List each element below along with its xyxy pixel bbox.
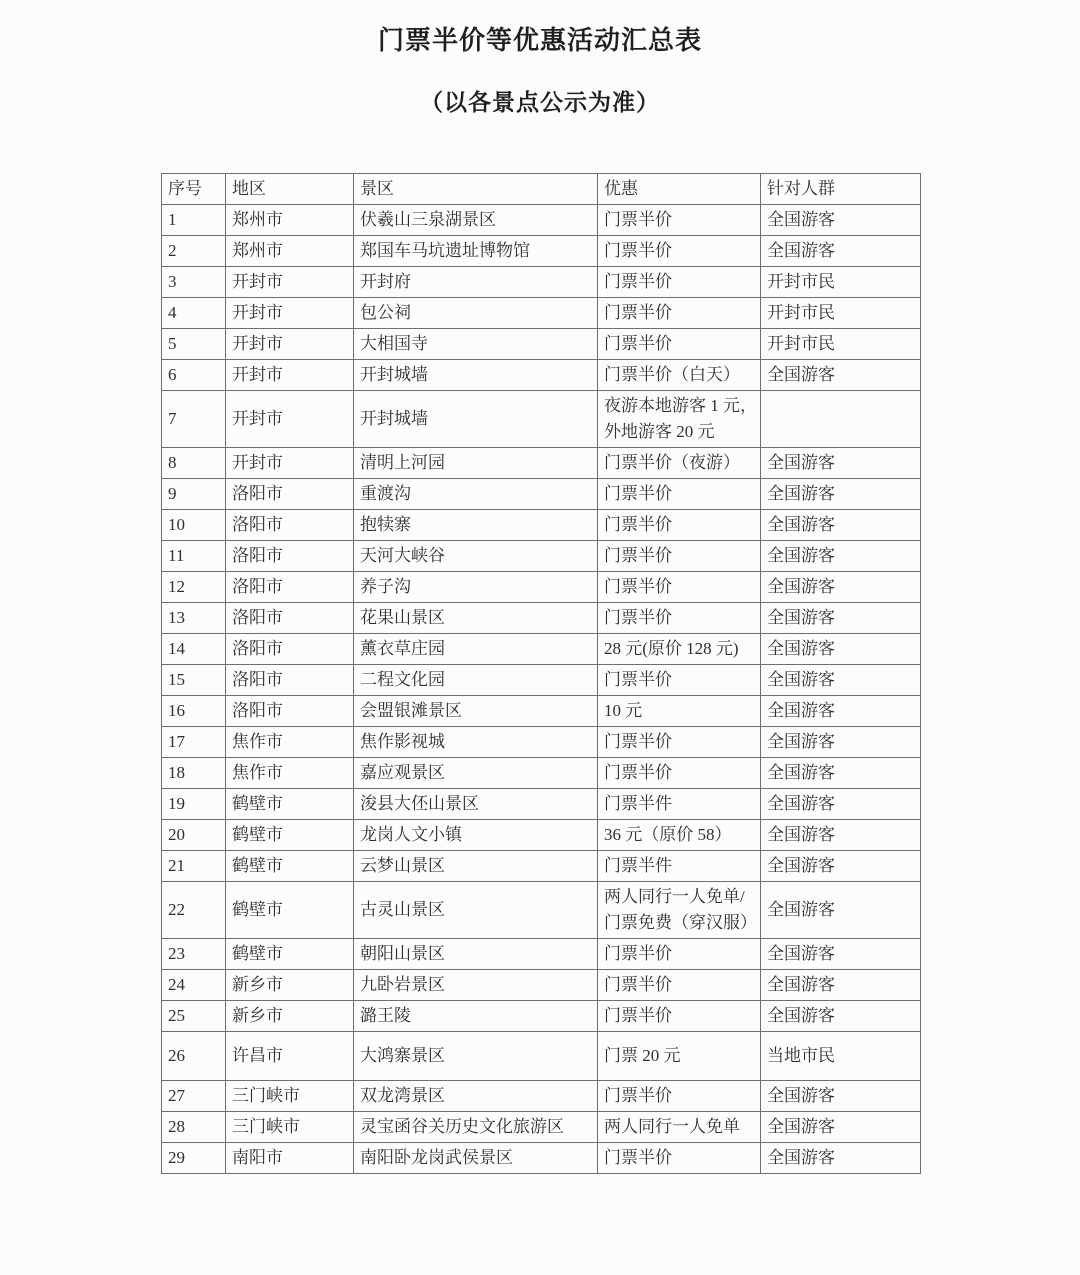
cell-spot: 会盟银滩景区: [354, 696, 598, 727]
cell-region: 新乡市: [226, 970, 354, 1001]
cell-discount: 门票 20 元: [598, 1032, 761, 1081]
cell-index: 16: [162, 696, 226, 727]
cell-spot: 开封城墙: [354, 391, 598, 448]
cell-index: 5: [162, 329, 226, 360]
cell-audience: 全国游客: [761, 1081, 921, 1112]
cell-discount: 门票半价（白天）: [598, 360, 761, 391]
cell-discount: 门票半价: [598, 1081, 761, 1112]
cell-discount: 两人同行一人免单: [598, 1112, 761, 1143]
cell-audience: 开封市民: [761, 267, 921, 298]
cell-spot: 开封府: [354, 267, 598, 298]
table-row: [162, 758, 921, 789]
cell-index: 18: [162, 758, 226, 789]
cell-spot: 重渡沟: [354, 479, 598, 510]
cell-index: 21: [162, 851, 226, 882]
cell-region: 三门峡市: [226, 1112, 354, 1143]
cell-spot: 开封城墙: [354, 360, 598, 391]
cell-discount: 门票半价: [598, 603, 761, 634]
cell-audience: 全国游客: [761, 1143, 921, 1174]
cell-spot: 天河大峡谷: [354, 541, 598, 572]
cell-region: 开封市: [226, 391, 354, 448]
cell-discount: 夜游本地游客 1 元，外地游客 20 元: [598, 391, 761, 448]
cell-audience: 全国游客: [761, 939, 921, 970]
cell-spot: 嘉应观景区: [354, 758, 598, 789]
cell-index: 28: [162, 1112, 226, 1143]
cell-spot: 郑国车马坑遗址博物馆: [354, 236, 598, 267]
cell-discount: 门票半价: [598, 267, 761, 298]
cell-index: 15: [162, 665, 226, 696]
cell-spot: 龙岗人文小镇: [354, 820, 598, 851]
cell-audience: 全国游客: [761, 448, 921, 479]
cell-audience: 全国游客: [761, 851, 921, 882]
table-row: [162, 727, 921, 758]
cell-audience: [761, 391, 921, 448]
cell-region: 焦作市: [226, 727, 354, 758]
cell-region: 开封市: [226, 298, 354, 329]
cell-audience: 全国游客: [761, 665, 921, 696]
cell-audience: 全国游客: [761, 205, 921, 236]
table-row: [162, 789, 921, 820]
cell-region: 鹤壁市: [226, 939, 354, 970]
cell-audience: 全国游客: [761, 1001, 921, 1032]
cell-index: 17: [162, 727, 226, 758]
cell-region: 鹤壁市: [226, 789, 354, 820]
cell-spot: 云梦山景区: [354, 851, 598, 882]
cell-region: 开封市: [226, 448, 354, 479]
cell-discount: 门票半价: [598, 329, 761, 360]
cell-discount: 门票半价: [598, 1143, 761, 1174]
cell-index: 13: [162, 603, 226, 634]
cell-spot: 九卧岩景区: [354, 970, 598, 1001]
cell-spot: 二程文化园: [354, 665, 598, 696]
cell-discount: 门票半价: [598, 939, 761, 970]
cell-spot: 抱犊寨: [354, 510, 598, 541]
cell-discount: 门票半价: [598, 205, 761, 236]
cell-discount: 门票半价: [598, 298, 761, 329]
cell-audience: 全国游客: [761, 758, 921, 789]
table-row: [162, 970, 921, 1001]
cell-region: 开封市: [226, 267, 354, 298]
table-row: [162, 1112, 921, 1143]
cell-index: 24: [162, 970, 226, 1001]
cell-index: 10: [162, 510, 226, 541]
table-row: [162, 298, 921, 329]
cell-audience: 全国游客: [761, 479, 921, 510]
cell-discount: 36 元（原价 58）: [598, 820, 761, 851]
table-row: [162, 360, 921, 391]
header-cell-region: 地区: [226, 174, 354, 205]
cell-spot: 灵宝函谷关历史文化旅游区: [354, 1112, 598, 1143]
cell-region: 新乡市: [226, 1001, 354, 1032]
cell-region: 开封市: [226, 360, 354, 391]
cell-region: 洛阳市: [226, 510, 354, 541]
cell-audience: 全国游客: [761, 510, 921, 541]
cell-audience: 开封市民: [761, 298, 921, 329]
cell-region: 洛阳市: [226, 603, 354, 634]
table-row: [162, 665, 921, 696]
cell-discount: 门票半价: [598, 510, 761, 541]
cell-discount: 28 元(原价 128 元): [598, 634, 761, 665]
cell-spot: 双龙湾景区: [354, 1081, 598, 1112]
document-title: 门票半价等优惠活动汇总表: [377, 26, 702, 55]
cell-spot: 焦作影视城: [354, 727, 598, 758]
table-row: [162, 882, 921, 939]
cell-spot: 大相国寺: [354, 329, 598, 360]
cell-discount: 门票半价: [598, 236, 761, 267]
cell-spot: 养子沟: [354, 572, 598, 603]
cell-audience: 全国游客: [761, 634, 921, 665]
cell-discount: 门票半件: [598, 851, 761, 882]
cell-index: 11: [162, 541, 226, 572]
cell-audience: 全国游客: [761, 236, 921, 267]
table-row: [162, 448, 921, 479]
discount-summary-table: [161, 173, 921, 1174]
cell-region: 许昌市: [226, 1032, 354, 1081]
cell-region: 洛阳市: [226, 541, 354, 572]
cell-region: 鹤壁市: [226, 882, 354, 939]
table-row: [162, 603, 921, 634]
table-row: [162, 1143, 921, 1174]
cell-spot: 浚县大伾山景区: [354, 789, 598, 820]
table-row: [162, 329, 921, 360]
cell-audience: 全国游客: [761, 1112, 921, 1143]
cell-discount: 10 元: [598, 696, 761, 727]
table-row: [162, 851, 921, 882]
cell-audience: 全国游客: [761, 727, 921, 758]
header-cell-spot: 景区: [354, 174, 598, 205]
cell-discount: 门票半价: [598, 479, 761, 510]
table-row: [162, 541, 921, 572]
cell-region: 焦作市: [226, 758, 354, 789]
cell-audience: 全国游客: [761, 696, 921, 727]
table-row: [162, 267, 921, 298]
cell-region: 三门峡市: [226, 1081, 354, 1112]
cell-discount: 门票半价: [598, 1001, 761, 1032]
cell-region: 洛阳市: [226, 696, 354, 727]
header-cell-discount: 优惠: [598, 174, 761, 205]
cell-discount: 门票半价（夜游）: [598, 448, 761, 479]
cell-spot: 潞王陵: [354, 1001, 598, 1032]
cell-discount: 两人同行一人免单/门票免费（穿汉服）: [598, 882, 761, 939]
table-row: [162, 1032, 921, 1081]
cell-index: 26: [162, 1032, 226, 1081]
table-row: [162, 510, 921, 541]
cell-discount: 门票半件: [598, 789, 761, 820]
table-row: [162, 1001, 921, 1032]
cell-index: 22: [162, 882, 226, 939]
table-row: [162, 634, 921, 665]
cell-region: 洛阳市: [226, 634, 354, 665]
table-row: [162, 479, 921, 510]
cell-spot: 花果山景区: [354, 603, 598, 634]
cell-spot: 薰衣草庄园: [354, 634, 598, 665]
table-row: [162, 820, 921, 851]
cell-index: 27: [162, 1081, 226, 1112]
table-row: [162, 236, 921, 267]
cell-index: 8: [162, 448, 226, 479]
cell-region: 鹤壁市: [226, 820, 354, 851]
cell-discount: 门票半价: [598, 727, 761, 758]
table-row: [162, 572, 921, 603]
header-cell-index: 序号: [162, 174, 226, 205]
cell-spot: 包公祠: [354, 298, 598, 329]
cell-discount: 门票半价: [598, 970, 761, 1001]
cell-audience: 全国游客: [761, 603, 921, 634]
cell-region: 郑州市: [226, 205, 354, 236]
cell-region: 洛阳市: [226, 572, 354, 603]
cell-index: 2: [162, 236, 226, 267]
table-header-row: [162, 174, 921, 205]
cell-audience: 全国游客: [761, 789, 921, 820]
cell-spot: 古灵山景区: [354, 882, 598, 939]
cell-index: 12: [162, 572, 226, 603]
cell-spot: 大鸿寨景区: [354, 1032, 598, 1081]
cell-region: 洛阳市: [226, 479, 354, 510]
cell-index: 4: [162, 298, 226, 329]
cell-audience: 当地市民: [761, 1032, 921, 1081]
cell-spot: 伏羲山三泉湖景区: [354, 205, 598, 236]
cell-audience: 全国游客: [761, 970, 921, 1001]
cell-index: 29: [162, 1143, 226, 1174]
cell-audience: 全国游客: [761, 820, 921, 851]
table-row: [162, 1081, 921, 1112]
cell-index: 6: [162, 360, 226, 391]
cell-discount: 门票半价: [598, 541, 761, 572]
cell-discount: 门票半价: [598, 665, 761, 696]
cell-region: 郑州市: [226, 236, 354, 267]
cell-audience: 开封市民: [761, 329, 921, 360]
table-row: [162, 391, 921, 448]
cell-region: 开封市: [226, 329, 354, 360]
cell-audience: 全国游客: [761, 360, 921, 391]
cell-index: 9: [162, 479, 226, 510]
cell-region: 鹤壁市: [226, 851, 354, 882]
table-row: [162, 205, 921, 236]
cell-index: 1: [162, 205, 226, 236]
header-cell-audience: 针对人群: [761, 174, 921, 205]
cell-index: 19: [162, 789, 226, 820]
cell-region: 洛阳市: [226, 665, 354, 696]
cell-discount: 门票半价: [598, 758, 761, 789]
cell-audience: 全国游客: [761, 882, 921, 939]
document-subtitle: （以各景点公示为准）: [420, 90, 660, 115]
cell-region: 南阳市: [226, 1143, 354, 1174]
cell-index: 20: [162, 820, 226, 851]
cell-spot: 朝阳山景区: [354, 939, 598, 970]
cell-spot: 清明上河园: [354, 448, 598, 479]
cell-index: 7: [162, 391, 226, 448]
cell-index: 3: [162, 267, 226, 298]
cell-index: 14: [162, 634, 226, 665]
cell-discount: 门票半价: [598, 572, 761, 603]
table-row: [162, 696, 921, 727]
cell-index: 25: [162, 1001, 226, 1032]
cell-audience: 全国游客: [761, 572, 921, 603]
cell-spot: 南阳卧龙岗武侯景区: [354, 1143, 598, 1174]
table-row: [162, 939, 921, 970]
cell-audience: 全国游客: [761, 541, 921, 572]
cell-index: 23: [162, 939, 226, 970]
